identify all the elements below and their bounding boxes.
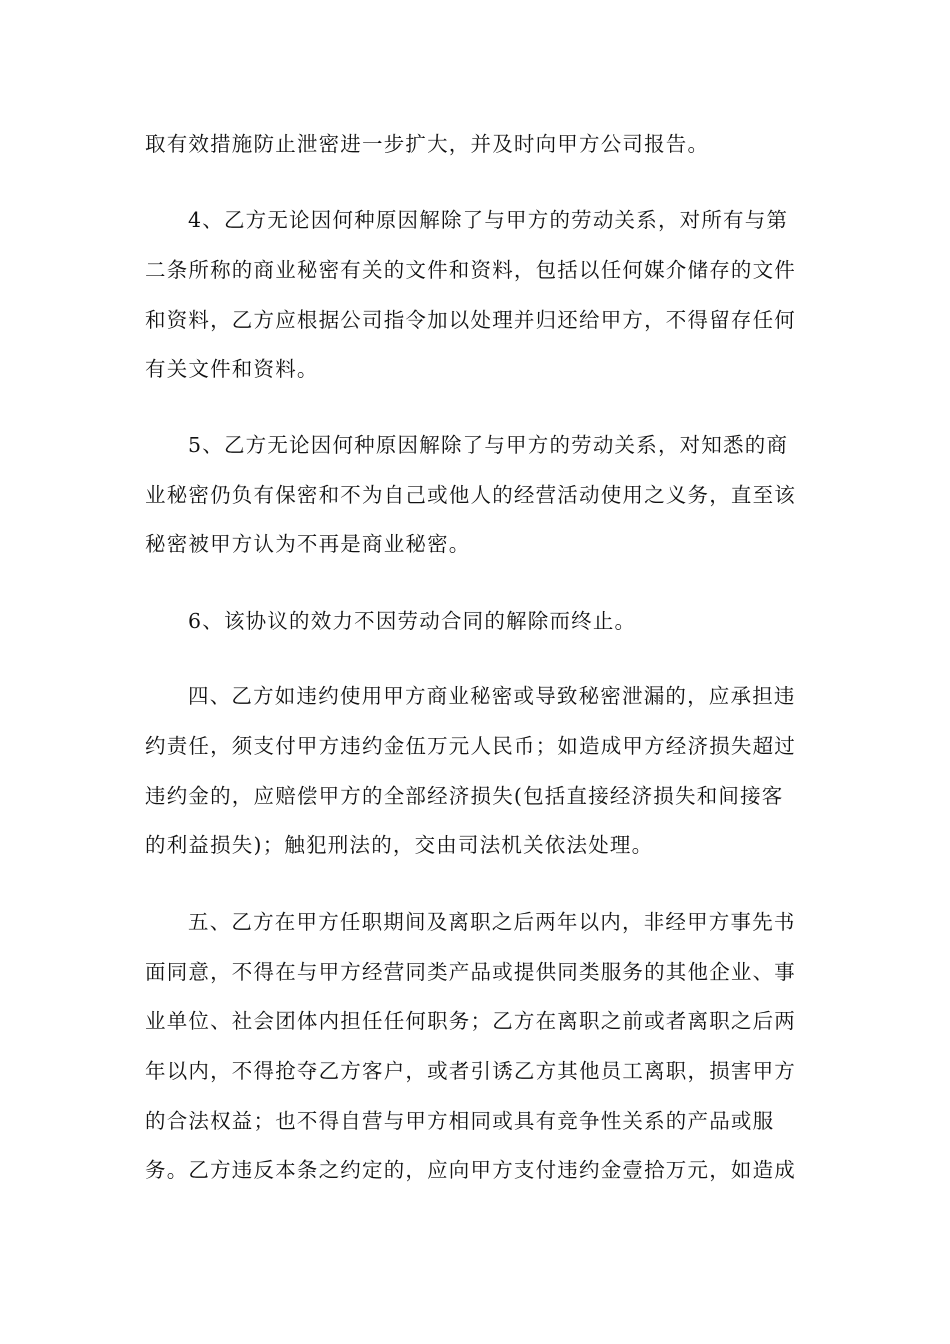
text-line-15: 面同意，不得在与甲方经营同类产品或提供同类服务的其他企业、事 [145, 960, 796, 984]
text-line-12: 违约金的，应赔偿甲方的全部经济损失(包括直接经济损失和间接客 [145, 784, 784, 808]
text-line-16: 业单位、社会团体内担任任何职务；乙方在离职之前或者离职之后两 [145, 1009, 796, 1033]
text-line-14: 五、乙方在甲方任职期间及离职之后两年以内，非经甲方事先书 [188, 910, 796, 934]
text-line-13: 的利益损失)；触犯刑法的，交由司法机关依法处理。 [145, 833, 654, 857]
text-line-7: 业秘密仍负有保密和不为自己或他人的经营活动使用之义务，直至该 [145, 483, 796, 507]
text-line-10: 四、乙方如违约使用甲方商业秘密或导致秘密泄漏的，应承担违 [188, 684, 796, 708]
text-line-5: 有关文件和资料。 [145, 357, 319, 381]
text-line-11: 约责任，须支付甲方违约金伍万元人民币；如造成甲方经济损失超过 [145, 734, 796, 758]
text-line-9: 6、该协议的效力不因劳动合同的解除而终止。 [188, 609, 637, 633]
text-line-8: 秘密被甲方认为不再是商业秘密。 [145, 532, 471, 556]
text-line-18: 的合法权益；也不得自营与甲方相同或具有竞争性关系的产品或服 [145, 1109, 775, 1133]
text-line-4: 和资料，乙方应根据公司指令加以处理并归还给甲方，不得留存任何 [145, 308, 796, 332]
text-line-1: 取有效措施防止泄密进一步扩大，并及时向甲方公司报告。 [145, 132, 710, 156]
text-line-17: 年以内，不得抢夺乙方客户，或者引诱乙方其他员工离职，损害甲方 [145, 1059, 796, 1083]
text-line-19: 务。乙方违反本条之约定的，应向甲方支付违约金壹拾万元，如造成 [145, 1158, 796, 1182]
text-line-3: 二条所称的商业秘密有关的文件和资料，包括以任何媒介储存的文件 [145, 258, 796, 282]
text-line-6: 5、乙方无论因何种原因解除了与甲方的劳动关系，对知悉的商 [188, 433, 789, 457]
text-line-2: 4、乙方无论因何种原因解除了与甲方的劳动关系，对所有与第 [188, 208, 789, 232]
